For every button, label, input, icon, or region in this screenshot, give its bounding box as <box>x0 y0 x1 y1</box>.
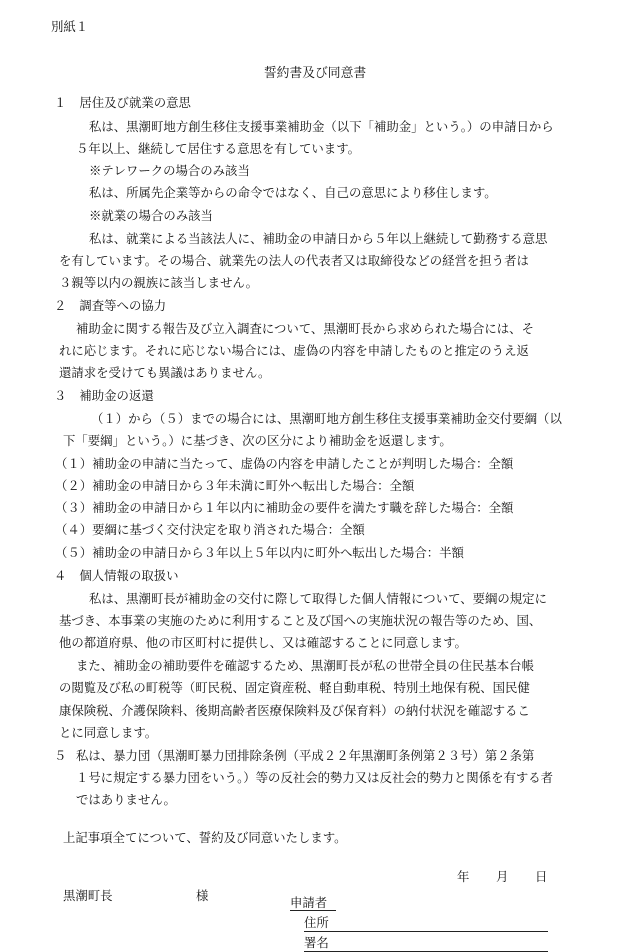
section-4-line: の閲覧及び私の町税等（町民税、固定資産税、軽自動車税、特別土地保有税、国民健 <box>59 680 530 695</box>
applicant-label: 申請者 <box>290 895 328 910</box>
section-2-heading <box>54 298 166 314</box>
closing-statement: 上記事項全てについて、誓約及び同意いたします。 <box>63 830 347 845</box>
section-5-line: 私は、暴力団（黒潮町暴力団排除条例（平成２２年黒潮町条例第２３号）第２条第 <box>76 748 535 763</box>
section-1-title: 居住及び就業の意思 <box>79 95 191 110</box>
section-1-line: ※就業の場合のみ該当 <box>89 208 213 223</box>
section-1-number: １ <box>54 95 67 110</box>
section-2-number: ２ <box>54 298 67 313</box>
section-1-line: ３親等以内の親族に該当しません。 <box>59 275 258 290</box>
section-4-line: 康保険税、介護保険料、後期高齢者医療保険料及び保育料）の納付状況を確認するこ <box>59 703 530 718</box>
section-2-line: 補助金に関する報告及び立入調査について、黒潮町長から求められた場合には、そ <box>76 321 534 336</box>
section-3-line: （１）から（５）までの場合には、黒潮町地方創生移住支援事業補助金交付要綱（以 <box>91 411 562 426</box>
applicant-label-underline <box>290 910 336 911</box>
section-3-title: 補助金の返還 <box>79 388 154 403</box>
refund-item-5: （５）補助金の申請日から３年以上５年以内に町外へ転出した場合：半額 <box>55 545 464 560</box>
section-4-title: 個人情報の取扱い <box>79 568 179 583</box>
section-1-line: ５年以上、継続して居住する意思を有しています。 <box>76 141 360 156</box>
section-1-line: 私は、就業による当該法人に、補助金の申請日から５年以上継続して勤務する意思 <box>89 231 548 246</box>
section-1-heading <box>54 95 191 111</box>
section-4-line: 私は、黒潮町長が補助金の交付に際して取得した個人情報について、要綱の規定に <box>89 591 547 606</box>
signature-label: 署名 <box>304 935 329 950</box>
section-2-title: 調査等への協力 <box>79 298 167 313</box>
addressee-name: 黒潮町長 <box>63 888 113 903</box>
section-2-line: 還請求を受けても異議はありません。 <box>59 365 271 380</box>
section-1-line: を有しています。その場合、就業先の法人の代表者又は取締役などの経営を担う者は <box>59 253 529 268</box>
date-month-label: 月 <box>496 869 509 884</box>
document-title: 誓約書及び同意書 <box>263 66 367 81</box>
addressee-honorific: 様 <box>196 888 209 903</box>
address-label: 住所 <box>304 915 329 930</box>
date-day-label: 日 <box>535 869 548 884</box>
section-5-line: ではありません。 <box>76 792 176 807</box>
section-4-line: また、補助金の補助要件を確認するため、黒潮町長が私の世帯全員の住民基本台帳 <box>76 658 534 673</box>
address-field-line[interactable] <box>304 931 548 932</box>
refund-item-3: （３）補助金の申請日から１年以内に補助金の要件を満たす職を辞した場合：全額 <box>55 500 514 515</box>
date-year-label: 年 <box>457 869 470 884</box>
refund-item-4: （４）要綱に基づく交付決定を取り消された場合：全額 <box>55 522 365 537</box>
section-4-line: 他の都道府県、他の市区町村に提供し、又は確認することに同意します。 <box>59 635 467 650</box>
section-4-line: 基づき、本事業の実施のために利用すること及び国への実施状況の報告等のため、国、 <box>59 613 542 628</box>
refund-item-2: （２）補助金の申請日から３年未満に町外へ転出した場合：全額 <box>55 478 415 493</box>
section-1-line: ※テレワークの場合のみ該当 <box>89 163 250 178</box>
refund-item-1: （１）補助金の申請に当たって、虚偽の内容を申請したことが判明した場合：全額 <box>55 456 514 471</box>
section-4-line: とに同意します。 <box>59 725 158 740</box>
section-4-heading <box>54 568 179 584</box>
attachment-label: 別紙１ <box>51 19 89 34</box>
section-1-line: 私は、所属先企業等からの命令ではなく、自己の意思により移住します。 <box>89 185 497 200</box>
section-3-heading <box>54 388 154 404</box>
section-5-line: １号に規定する暴力団をいう。）等の反社会的勢力又は反社会的勢力と関係を有する者 <box>76 770 554 785</box>
section-5-number: ５ <box>54 748 67 763</box>
section-1-line: 私は、黒潮町地方創生移住支援事業補助金（以下「補助金」という。）の申請日から <box>89 119 554 134</box>
section-2-line: れに応じます。それに応じない場合には、虚偽の内容を申請したものと推定のうえ返 <box>59 343 529 358</box>
section-3-number: ３ <box>54 388 67 403</box>
section-4-number: ４ <box>54 568 67 583</box>
section-3-line: 下「要綱」という。）に基づき、次の区分により補助金を返還します。 <box>63 433 452 448</box>
